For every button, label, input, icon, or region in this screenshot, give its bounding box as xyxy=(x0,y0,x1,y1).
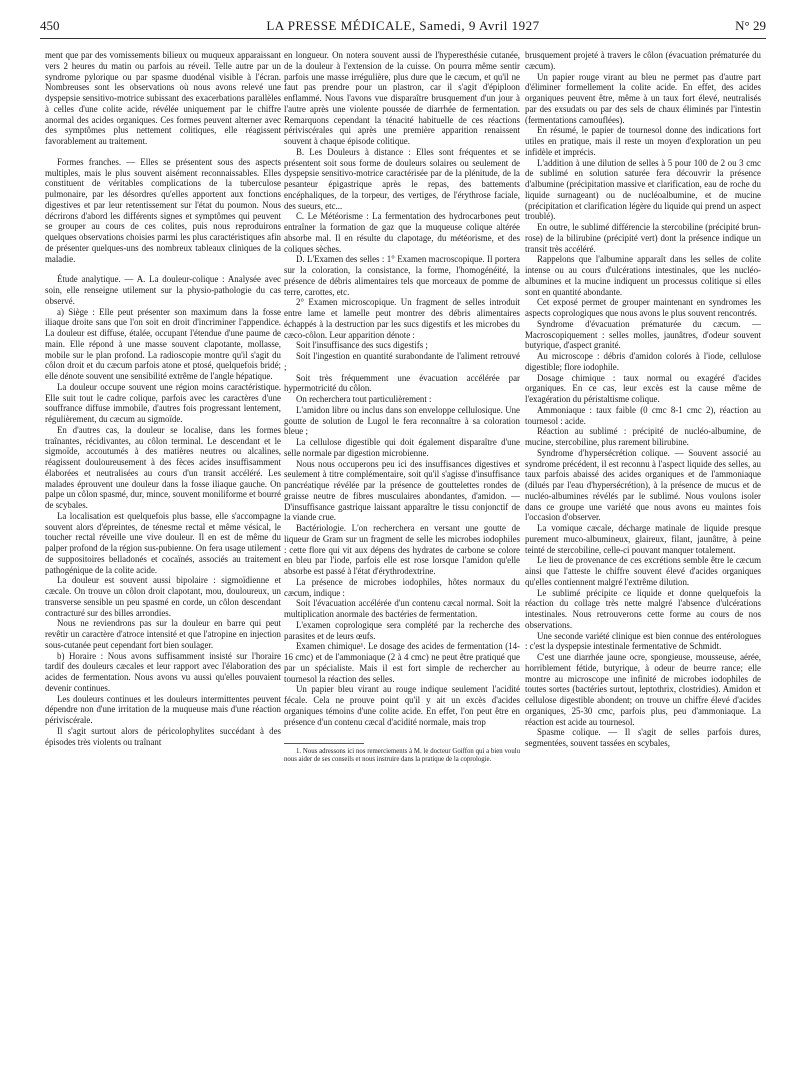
paragraph: D. L'Examen des selles : 1° Examen macroscopique. Il portera sur la coloration, la consistance, la forme, l'homogénéité, la présence de débris alimentaires tels que morceaux de pomme de terre, carottes, etc. xyxy=(284,254,520,297)
paragraph: La présence de microbes iodophiles, hôtes normaux du cæcum, indique : xyxy=(284,576,520,598)
paragraph: a) Siège : Elle peut présenter son maximum dans la fosse iliaque droite sans que l'on soit en droit d'incriminer l'appendice. La douleur est diffuse, étalée, occupant l'étendue d'une paume de main. Elle répond à une masse souvent clapotante, mollasse, mobile sur le plan profond. La radioscopie montre qu'il s'agit du côlon droit et du cæcum parfois atone et ptosé, quelquefois bridé; elle dénote souvent une sensibilité extrême de l'angle hépatique. xyxy=(45,306,281,381)
paragraph: brusquement projeté à travers le côlon (évacuation prématurée du cæcum). xyxy=(525,50,761,71)
paragraph: La localisation est quelquefois plus basse, elle s'accompagne souvent alors d'épreintes, de ténesme rectal et même vésical, le toucher rectal réveille une vive douleur. Il en est de même du palper profond de la région sus-pubienne. On fera usage utilement de suppositoires belladonés et cocaïnés, associés au traitement pathogénique de la colite acide. xyxy=(45,510,281,575)
paragraph: L'examen coprologique sera complété par la recherche des parasites et de leurs œufs. xyxy=(284,619,520,641)
paragraph: En résumé, le papier de tournesol donne des indications fort utiles en pratique, mais il reste un moyen d'exploration un peu infidèle et imprécis. xyxy=(525,125,761,157)
paragraph: ment que par des vomissements bilieux ou muqueux apparaissant vers 2 heures du matin ou parfois au réveil. Telle autre par un syndrome pylorique ou par spasme duodénal visible à l'écran. Nombreuses sont les observations où nous avons relevé une dyspepsie sensitivo-motrice subissant des exacerbations parallèles à celles d'une colite acide, révélée uniquement par le chiffre anormal des acides organiques. Ces formes peuvent alterner avec des symptômes plus nettement colitiques, elle réagissent favorablement au traitement. xyxy=(45,50,281,146)
paragraph: C'est une diarrhée jaune ocre, spongieuse, mousseuse, aérée, horriblement fétide, butyrique, à odeur de beurre rance; elle montre au microscope une infinité de microbes iodophiles de toutes sortes (bactéries surtout, leptothrix, clostridies). Amidon et cellulose digestible abondent; on trouve un chiffre élevé d'acides organiques, 25-30 cmc, parfois plus, peu d'ammoniaque. La réaction est acide au tournesol. xyxy=(525,652,761,727)
paragraph: b) Horaire : Nous avons suffisamment insisté sur l'horaire tardif des douleurs cæcales et leur rapport avec l'élaboration des acides de fermentation. Nous avons vu aussi qu'elles pouvaient devenir continues. xyxy=(45,650,281,693)
paragraph: Soit l'insuffisance des sucs digestifs ; xyxy=(296,340,428,351)
paragraph: Spasme colique. — Il s'agit de selles parfois dures, segmentées, souvent tassées en scybales, xyxy=(525,727,761,748)
issue-number: N° 29 xyxy=(735,18,766,33)
paragraph: Un papier rouge virant au bleu ne permet pas d'autre part d'éliminer formellement la colite acide. En effet, des acides organiques peuvent être, même à un taux fort élevé, neutralisés par des exsudats ou par des sels de chaux éliminés par l'intestin (fermentations camouflées). xyxy=(525,71,761,125)
footnote-rule xyxy=(284,743,364,744)
paragraph: Ammoniaque : taux faible (0 cmc 8-1 cmc 2), réaction au tournesol : acide. xyxy=(525,404,761,426)
footnote: 1. Nous adressons ici nos remerciements à M. le docteur Goiffon qui a bien voulu nous aider de ses conseils et nous instruire dans la pratique de la coprologie. xyxy=(284,748,520,764)
paragraph: Une seconde variété clinique est bien connue des entérologues : c'est la dyspepsie intestinale fermentative de Schmidt. xyxy=(525,630,761,652)
paragraph: L'addition à une dilution de selles à 5 pour 100 de 2 ou 3 cmc de sublimé en solution saturée fera découvrir la présence d'albumine (précipitation massive et clarification, eau de roche du liquide surnageant) ou de nucléoalbumine, et de mucine (précipitation et clarification légère du liquide qui prend un aspect troublé). xyxy=(525,157,761,222)
paragraph: Le sublimé précipite ce liquide et donne quelquefois la réaction du collage très nette malgré l'absence d'ulcérations intestinales. Nous retrouverons cette forme au cours de nos observations. xyxy=(525,587,761,630)
column-middle xyxy=(284,50,520,1070)
paragraph: Nous nous occuperons peu ici des insuffisances digestives et seulement à titre complémentaire, soit qu'il s'agisse d'insuffisance pancréatique révélée par la présence de gouttelettes rondes de graisse neutre de fibres musculaires abondantes, d'amidon. — D'insuffisance gastrique laissant apparaître le tissu conjonctif de la viande crue. xyxy=(284,458,520,523)
header-rule xyxy=(40,38,766,39)
paragraph: Soit l'évacuation accélérée d'un contenu cæcal normal. Soit la multiplication anormale des bactéries de fermentation. xyxy=(284,598,520,619)
paragraph: Le lieu de provenance de ces excrétions semble être le cæcum ainsi que l'atteste le chiffre souvent élevé d'acides organiques qu'elles contiennent malgré l'extrême dilution. xyxy=(525,555,761,587)
paragraph: En d'autres cas, la douleur se localise, dans les formes traînantes, récidivantes, au côlon terminal. Le descendant et le sigmoïde, accoutumés à des matières neutres ou alcalines, réagissent douloureusement à des fèces acides insuffisamment élaborées et neutralisées au cours d'un transit accéléré. Les malades éprouvent une douleur dans la fosse iliaque gauche. On palpe un côlon spasmé, dur, mince, souvent moniliforme et bourré de scybales. xyxy=(45,424,281,510)
paragraph: Les douleurs continues et les douleurs intermittentes peuvent dépendre non d'une irritation de la muqueuse mais d'une réaction périviscérale. xyxy=(45,693,281,725)
page-number: 450 xyxy=(40,18,60,33)
paragraph: Examen chimique¹. Le dosage des acides de fermentation (14-16 cmc) et de l'ammoniaque (2 à 4 cmc) ne peut être pratiqué que par un spécialiste. Mais il est fort simple de rechercher au tournesol la réaction des selles. xyxy=(284,641,520,684)
paragraph: La douleur est souvent aussi bipolaire : sigmoïdienne et cæcale. On trouve un côlon droit clapotant, mou, douloureux, un transverse sensible un peu spasmé en corde, un côlon descendant contracturé sur des billes arrondies. xyxy=(45,575,281,618)
column-right xyxy=(525,50,761,1070)
paragraph: Bactériologie. L'on recherchera en versant une goutte de liqueur de Gram sur un fragment de selle les microbes iodophiles : cette flore qui vit aux dépens des hydrates de carbone se colore en bleu par l'iode, parfois elle est rose lorsque l'amidon qu'elle absorbe est passé à l'état d'érythrodextrine. xyxy=(284,523,520,576)
paragraph: en longueur. On notera souvent aussi de l'hyperesthésie cutanée, de la douleur à l'extension de la cuisse. On pourra même sentir parfois une masse irrégulière, plus dure que le cæcum, et qu'il ne faut pas prendre pour un plastron, car il s'agit d'épiploon enflammé. Nous l'avons vue disparaître brusquement d'un jour à l'autre après une violente poussée de diarrhée de fermentation. Remarquons cependant la ténacité habituelle de ces réactions périviscérales qui après une première apparition renaissent souvent à chaque épisode colitique. xyxy=(284,50,520,146)
paragraph: Rappelons que l'albumine apparaît dans les selles de colite intense ou au cours d'ulcérations intestinales, que les nucléo-albumines et la mucine indiquent un processus colitique si elles sont en quantité abondante. xyxy=(525,254,761,297)
paragraph: La vomique cæcale, décharge matinale de liquide presque purement muco-albumineux, glaireux, filant, jaunâtre, à peine teinté de stercobiline, celle-ci pouvant manquer totalement. xyxy=(525,523,761,555)
paragraph: B. Les Douleurs à distance : Elles sont fréquentes et se présentent soit sous forme de douleurs solaires ou seulement de dyspepsie sensitivo-motrice caractérisée par de la plénitude, de la pesanteur épigastrique après le repas, des battements encéphaliques, de la torpeur, des vertiges, de l'érythrose faciale, des sueurs, etc... xyxy=(284,146,520,211)
paragraph: La douleur occupe souvent une région moins caractéristique. Elle suit tout le cadre colique, parfois avec les caractères d'une souffrance diffuse immobile, d'autres fois progressant lentement, régulièrement, du cæcum au sigmoïde. xyxy=(45,381,281,424)
paragraph: Étude analytique. — A. La douleur-colique : Analysée avec soin, elle renseigne utilement sur la physio-pathologie du cas observé. xyxy=(45,274,281,306)
journal-title: LA PRESSE MÉDICALE, Samedi, 9 Avril 1927 xyxy=(266,18,540,33)
paragraph: Soit l'ingestion en quantité surabondante de l'aliment retrouvé ; xyxy=(284,351,520,372)
paragraph: On recherchera tout particulièrement : xyxy=(296,394,432,404)
paragraph: Syndrome d'évacuation prématurée du cæcum. — Macroscopiquement : selles molles, jaunâtres, d'odeur souvent butyrique, d'aspect granité. xyxy=(525,318,761,351)
paragraph: Nous ne reviendrons pas sur la douleur en barre qui peut revêtir un caractère d'atroce intensité et que l'atropine en injection sous-cutanée peut cependant fort bien soulager. xyxy=(45,618,281,650)
page-header xyxy=(40,18,766,40)
paragraph: Formes franches. — Elles se présentent sous des aspects multiples, mais le plus souvent aisément reconnaissables. Elles constituent de véritables complications de la tuberculose pulmonaire, par les désordres qu'elles apportent aux fonctions digestives et par leur retentissement sur l'état du poumon. Nous décrirons d'abord les différents signes et symptômes qui peuvent se grouper au cours de ces colites, puis nous reproduirons quelques observations choisies parmi les plus caractéristiques afin de présenter quelques-uns des nombreux tableaux cliniques de la maladie. xyxy=(45,156,281,264)
paragraph: L'amidon libre ou inclus dans son enveloppe cellulosique. Une goutte de solution de Lugol le fera reconnaître à sa coloration bleue ; xyxy=(284,404,520,437)
paragraph: Il s'agit surtout alors de péricolophylites succédant à des épisodes très violents ou traînant xyxy=(45,725,281,747)
paragraph: Cet exposé permet de grouper maintenant en syndromes les aspects coprologiques que nous avons le plus souvent rencontrés. xyxy=(525,297,761,318)
paragraph: La cellulose digestible qui doit également disparaître d'une selle normale par digestion microbienne. xyxy=(284,437,520,458)
paragraph: Réaction au sublimé : précipité de nucléo-albumine, de mucine, stercobiline, plus rarement bilirubine. xyxy=(525,426,761,447)
paragraph: Syndrome d'hypersécrétion colique. — Souvent associé au syndrome précédent, il est reconnu à l'aspect liquide des selles, au taux parfois abaissé des acides organiques et de l'ammoniaque (dilués par l'eau d'hypersécrétion), à la présence de mucus et de nucléo-albumines révélés par le sublimé. Nous voulons isoler dans ce groupe une variété que nous avons eu maintes fois l'occasion d'observer. xyxy=(525,447,761,523)
paragraph: Au microscope : débris d'amidon colorés à l'iode, cellulose digestible; flore iodophile. xyxy=(525,351,761,372)
paragraph: Dosage chimique : taux normal ou exagéré d'acides organiques. En ce cas, leur excès est la cause même de l'exagération du péristaltisme colique. xyxy=(525,372,761,404)
paragraph: En outre, le sublimé différencie la stercobiline (précipité brun-rose) de la bilirubine (précipité vert) dont la présence indique un transit très accéléré. xyxy=(525,222,761,254)
column-left xyxy=(45,50,281,1070)
paragraph: 2° Examen microscopique. Un fragment de selles introduit entre lame et lamelle peut montrer des débris alimentaires échappés à la destruction par les sucs digestifs et les microbes du cæco-côlon. Leur apparition dénote : xyxy=(284,297,520,340)
paragraph: Soit très fréquemment une évacuation accélérée par hypermotricité du côlon. xyxy=(284,372,520,394)
paragraph: Un papier bleu virant au rouge indique seulement l'acidité fécale. Cela ne prouve point qu'il y ait un excès d'acides organiques témoins d'une colite acide. En effet, l'on peut être en présence d'un contenu cæcal d'acidité normale, mais trop xyxy=(284,684,520,727)
paragraph: C. Le Météorisme : La fermentation des hydrocarbones peut entraîner la formation de gaz que la muqueuse colique altérée absorbe mal. Il en résulte du clapotage, du météorisme, et des coliques sèches. xyxy=(284,211,520,254)
